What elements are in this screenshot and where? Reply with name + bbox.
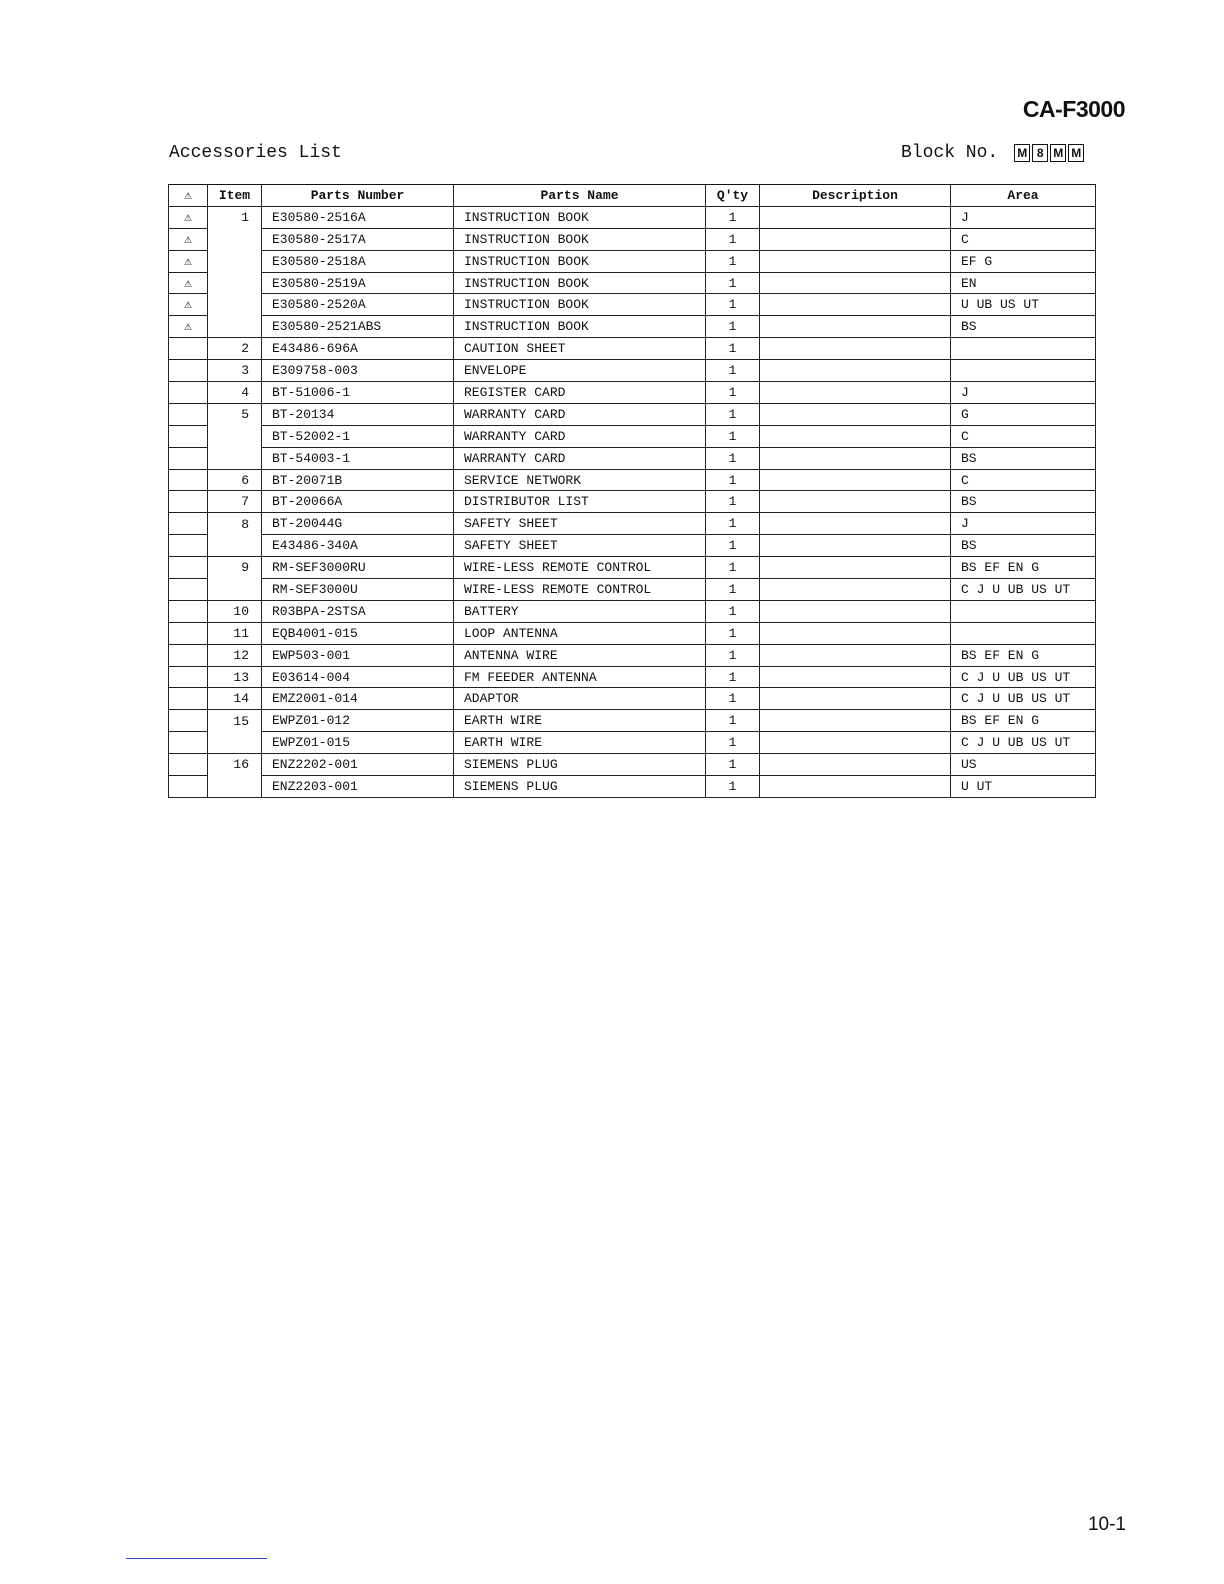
column-header-area: Area [951,185,1096,207]
description-cell [760,754,951,776]
parts-number-cell: BT-51006-1 [262,382,454,404]
warning-cell [169,513,208,535]
warning-cell [169,622,208,644]
description-cell [760,600,951,622]
parts-name-cell: LOOP ANTENNA [454,622,706,644]
parts-name-cell: BATTERY [454,600,706,622]
table-row [169,382,1096,404]
item-cell [208,272,262,294]
qty-cell: 1 [706,710,760,732]
parts-name-cell: WARRANTY CARD [454,425,706,447]
table-row [169,600,1096,622]
table-row [169,403,1096,425]
warning-cell [169,382,208,404]
model-number: CA-F3000 [1022,96,1125,122]
footer-rule [126,1558,267,1559]
column-header-parts-name: Parts Name [454,185,706,207]
area-cell [951,338,1096,360]
warning-cell [169,688,208,710]
area-cell [951,360,1096,382]
table-row [169,644,1096,666]
table-row [169,535,1096,557]
description-cell [760,360,951,382]
parts-name-cell: ADAPTOR [454,688,706,710]
parts-number-cell: BT-20134 [262,403,454,425]
parts-name-cell: INSTRUCTION BOOK [454,316,706,338]
parts-number-cell: E30580-2521ABS [262,316,454,338]
warning-cell [169,491,208,513]
item-cell [208,316,262,338]
area-cell: BS [951,447,1096,469]
parts-number-cell: EMZ2001-014 [262,688,454,710]
column-header-description: Description [760,185,951,207]
column-header-parts-number: Parts Number [262,185,454,207]
area-cell [951,600,1096,622]
description-cell [760,688,951,710]
qty-cell: 1 [706,272,760,294]
qty-cell: 1 [706,776,760,798]
warning-cell [169,338,208,360]
parts-name-cell: SAFETY SHEET [454,535,706,557]
area-cell: J [951,382,1096,404]
block-codes [1012,144,1084,162]
parts-number-cell: BT-20071B [262,469,454,491]
qty-cell: 1 [706,513,760,535]
item-cell: 9 [208,557,262,579]
parts-name-cell: INSTRUCTION BOOK [454,272,706,294]
table-row [169,250,1096,272]
table-row [169,469,1096,491]
parts-number-cell: EWP503-001 [262,644,454,666]
qty-cell: 1 [706,382,760,404]
parts-number-cell: BT-20044G [262,513,454,535]
item-cell: 7 [208,491,262,513]
area-cell: G [951,403,1096,425]
warning-cell [169,644,208,666]
description-cell [760,294,951,316]
item-cell: 3 [208,360,262,382]
warning-cell: ⚠ [169,206,208,228]
warning-cell: ⚠ [169,250,208,272]
qty-cell: 1 [706,403,760,425]
qty-cell: 1 [706,228,760,250]
warning-cell [169,710,208,732]
parts-number-cell: E03614-004 [262,666,454,688]
description-cell [760,710,951,732]
qty-cell: 1 [706,622,760,644]
item-cell: 15 [208,710,262,732]
description-cell [760,250,951,272]
warning-cell [169,732,208,754]
table-row [169,338,1096,360]
qty-cell: 1 [706,316,760,338]
block-code-box: M [1014,144,1030,162]
qty-cell: 1 [706,206,760,228]
description-cell [760,622,951,644]
page-number: 10-1 [1087,1514,1126,1535]
block-number [901,143,1084,163]
qty-cell: 1 [706,600,760,622]
column-header-item: Item [208,185,262,207]
parts-name-cell: WARRANTY CARD [454,403,706,425]
area-cell: BS EF EN G [951,557,1096,579]
area-cell: BS EF EN G [951,644,1096,666]
table-row [169,688,1096,710]
parts-name-cell: INSTRUCTION BOOK [454,294,706,316]
item-cell: 12 [208,644,262,666]
area-cell: BS [951,535,1096,557]
area-cell: C J U UB US UT [951,666,1096,688]
parts-name-cell: WARRANTY CARD [454,447,706,469]
item-cell: 11 [208,622,262,644]
qty-cell: 1 [706,360,760,382]
table-row [169,666,1096,688]
qty-cell: 1 [706,338,760,360]
parts-number-cell: E43486-696A [262,338,454,360]
area-cell: U UT [951,776,1096,798]
warning-cell [169,425,208,447]
table-row [169,228,1096,250]
item-cell [208,250,262,272]
block-label: Block No. [901,143,999,163]
parts-name-cell: WIRE-LESS REMOTE CONTROL [454,557,706,579]
parts-name-cell: WIRE-LESS REMOTE CONTROL [454,579,706,601]
parts-number-cell: EQB4001-015 [262,622,454,644]
table-row [169,294,1096,316]
area-cell: EF G [951,250,1096,272]
area-cell: BS EF EN G [951,710,1096,732]
item-cell: 2 [208,338,262,360]
description-cell [760,382,951,404]
item-cell: 14 [208,688,262,710]
warning-cell [169,754,208,776]
area-cell: J [951,513,1096,535]
warning-cell: ⚠ [169,228,208,250]
qty-cell: 1 [706,469,760,491]
parts-name-cell: EARTH WIRE [454,710,706,732]
item-cell [208,732,262,754]
table-header-row [169,185,1096,207]
item-cell: 1 [208,206,262,228]
warning-cell [169,360,208,382]
table-row [169,425,1096,447]
item-cell [208,579,262,601]
description-cell [760,644,951,666]
item-cell [208,447,262,469]
parts-number-cell: E309758-003 [262,360,454,382]
table-row [169,710,1096,732]
parts-number-cell: EWPZ01-015 [262,732,454,754]
description-cell [760,535,951,557]
description-cell [760,447,951,469]
warning-cell [169,666,208,688]
area-cell: BS [951,491,1096,513]
parts-number-cell: RM-SEF3000U [262,579,454,601]
qty-cell: 1 [706,732,760,754]
parts-name-cell: SIEMENS PLUG [454,754,706,776]
area-cell: C [951,228,1096,250]
parts-name-cell: DISTRIBUTOR LIST [454,491,706,513]
warning-cell [169,579,208,601]
parts-name-cell: INSTRUCTION BOOK [454,206,706,228]
parts-number-cell: E30580-2519A [262,272,454,294]
parts-number-cell: E30580-2520A [262,294,454,316]
qty-cell: 1 [706,579,760,601]
description-cell [760,579,951,601]
qty-cell: 1 [706,250,760,272]
qty-cell: 1 [706,666,760,688]
parts-number-cell: ENZ2203-001 [262,776,454,798]
parts-name-cell: INSTRUCTION BOOK [454,250,706,272]
description-cell [760,206,951,228]
qty-cell: 1 [706,447,760,469]
area-cell: C J U UB US UT [951,732,1096,754]
parts-name-cell: INSTRUCTION BOOK [454,228,706,250]
item-cell: 5 [208,403,262,425]
qty-cell: 1 [706,535,760,557]
table-row [169,776,1096,798]
parts-name-cell: EARTH WIRE [454,732,706,754]
table-row [169,272,1096,294]
block-code-box: 8 [1032,144,1048,162]
parts-name-cell: ANTENNA WIRE [454,644,706,666]
warning-cell: ⚠ [169,272,208,294]
parts-name-cell: SIEMENS PLUG [454,776,706,798]
table-row [169,754,1096,776]
parts-number-cell: BT-52002-1 [262,425,454,447]
description-cell [760,491,951,513]
warning-cell [169,776,208,798]
item-cell [208,535,262,557]
accessories-table [168,184,1096,798]
qty-cell: 1 [706,754,760,776]
table-row [169,622,1096,644]
column-header-qty: Q'ty [706,185,760,207]
item-cell [208,776,262,798]
parts-number-cell: ENZ2202-001 [262,754,454,776]
parts-number-cell: EWPZ01-012 [262,710,454,732]
warning-cell: ⚠ [169,316,208,338]
area-cell: C J U UB US UT [951,579,1096,601]
parts-name-cell: REGISTER CARD [454,382,706,404]
area-cell: EN [951,272,1096,294]
item-cell [208,425,262,447]
parts-number-cell: E30580-2516A [262,206,454,228]
description-cell [760,316,951,338]
parts-name-cell: SAFETY SHEET [454,513,706,535]
parts-name-cell: ENVELOPE [454,360,706,382]
table-row [169,447,1096,469]
warning-cell [169,403,208,425]
qty-cell: 1 [706,491,760,513]
description-cell [760,732,951,754]
qty-cell: 1 [706,425,760,447]
table-row [169,732,1096,754]
table-row [169,557,1096,579]
description-cell [760,403,951,425]
qty-cell: 1 [706,294,760,316]
parts-number-cell: E43486-340A [262,535,454,557]
area-cell [951,622,1096,644]
description-cell [760,513,951,535]
description-cell [760,666,951,688]
description-cell [760,557,951,579]
warning-cell [169,557,208,579]
warning-cell [169,469,208,491]
parts-number-cell: R03BPA-2STSA [262,600,454,622]
column-header-warning: ⚠ [169,185,208,207]
warning-cell [169,447,208,469]
parts-name-cell: FM FEEDER ANTENNA [454,666,706,688]
description-cell [760,469,951,491]
qty-cell: 1 [706,688,760,710]
area-cell: J [951,206,1096,228]
block-code-box: M [1068,144,1084,162]
item-cell: 6 [208,469,262,491]
area-cell: U UB US UT [951,294,1096,316]
page-title: Accessories List [169,143,342,163]
parts-number-cell: BT-20066A [262,491,454,513]
item-cell: 4 [208,382,262,404]
item-cell [208,228,262,250]
parts-number-cell: E30580-2517A [262,228,454,250]
table-row [169,491,1096,513]
item-cell: 13 [208,666,262,688]
block-code-box: M [1050,144,1066,162]
warning-cell [169,600,208,622]
qty-cell: 1 [706,557,760,579]
parts-name-cell: SERVICE NETWORK [454,469,706,491]
table-row [169,316,1096,338]
parts-number-cell: RM-SEF3000RU [262,557,454,579]
parts-name-cell: CAUTION SHEET [454,338,706,360]
qty-cell: 1 [706,644,760,666]
area-cell: C [951,469,1096,491]
parts-number-cell: BT-54003-1 [262,447,454,469]
table-row [169,206,1096,228]
description-cell [760,228,951,250]
area-cell: C [951,425,1096,447]
table-row [169,360,1096,382]
description-cell [760,272,951,294]
description-cell [760,338,951,360]
warning-cell [169,535,208,557]
description-cell [760,776,951,798]
item-cell [208,294,262,316]
item-cell: 16 [208,754,262,776]
area-cell: US [951,754,1096,776]
parts-number-cell: E30580-2518A [262,250,454,272]
description-cell [760,425,951,447]
table-row [169,579,1096,601]
warning-cell: ⚠ [169,294,208,316]
area-cell: C J U UB US UT [951,688,1096,710]
table-row [169,513,1096,535]
area-cell: BS [951,316,1096,338]
item-cell: 8 [208,513,262,535]
item-cell: 10 [208,600,262,622]
